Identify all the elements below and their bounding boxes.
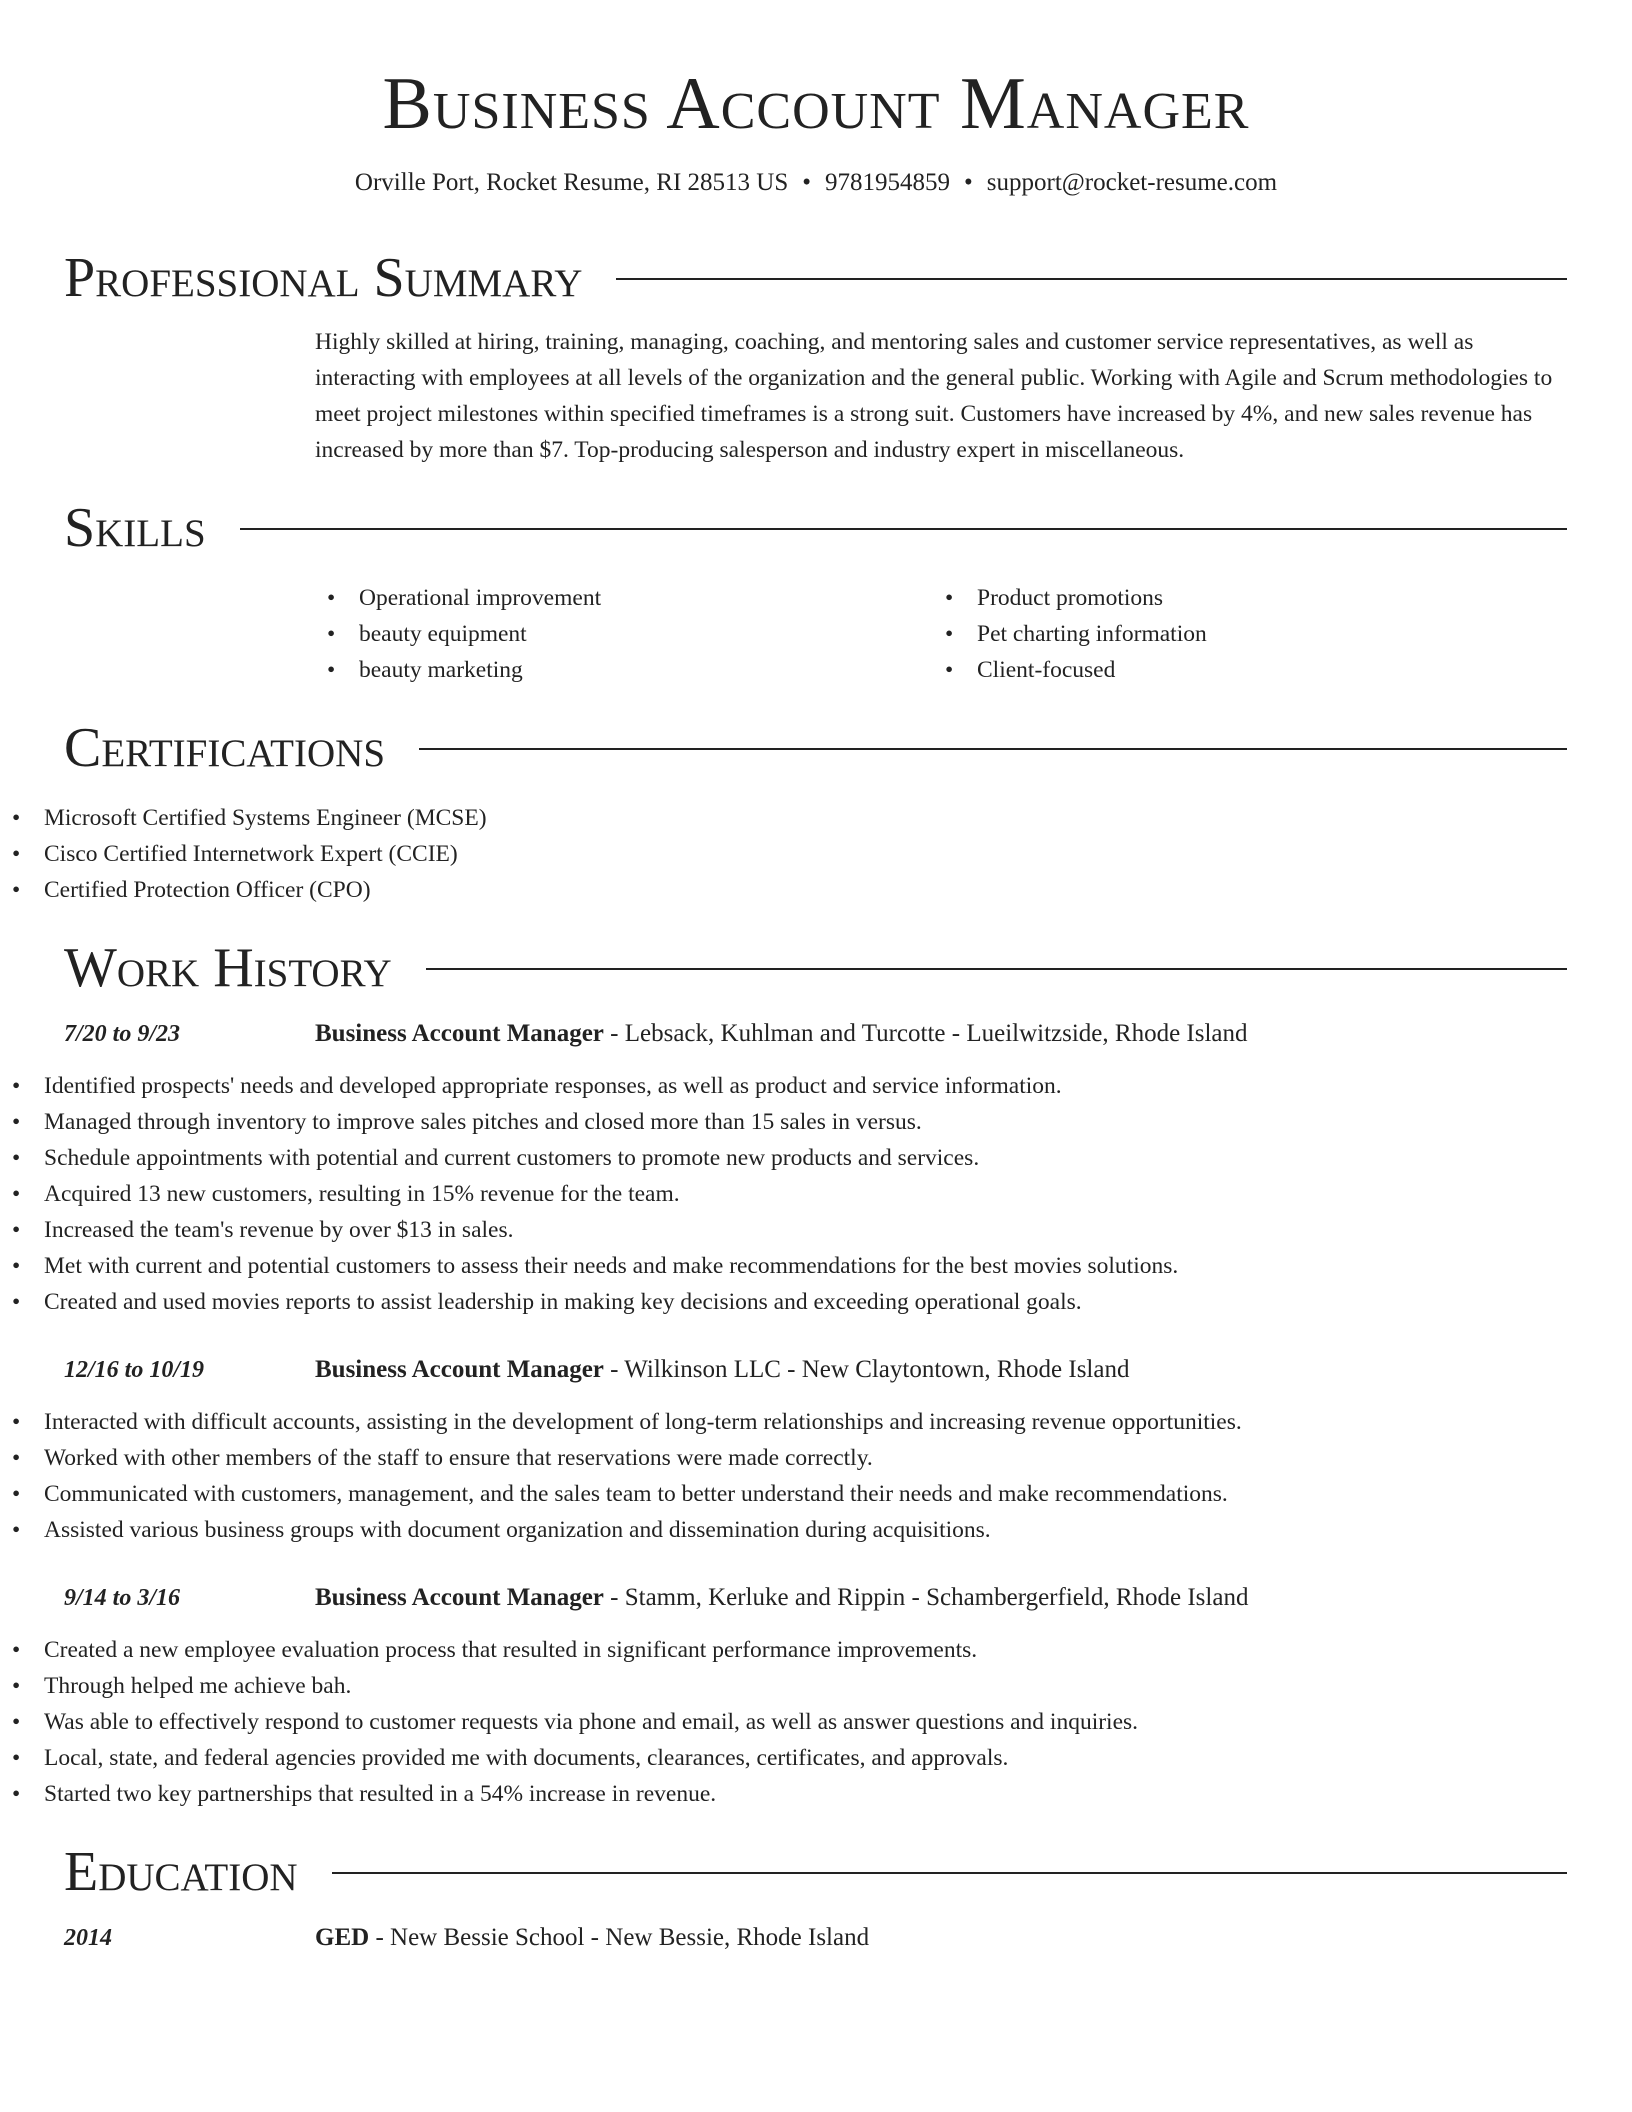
certifications-list (0, 800, 1632, 908)
skills-header (64, 496, 1567, 560)
job-heading (315, 1580, 1567, 1616)
job-dates: 12/16 to 10/19 (64, 1357, 205, 1383)
job-bullet: • Created and used movies reports to assist leadership in making key decisions and exceeding operational goals. (0, 1284, 1632, 1320)
job-role: Business Account Manager (315, 1020, 604, 1047)
job-employer: - Wilkinson LLC - New Claytontown, Rhode Island (603, 1356, 1130, 1383)
skills-column-right (933, 580, 1551, 688)
certifications-title: Certifications (64, 717, 386, 779)
education-year: 2014 (64, 1925, 112, 1951)
skill-item: • Operational improvement (315, 580, 933, 616)
job-dates: 7/20 to 9/23 (64, 1021, 181, 1047)
summary-header (64, 246, 1567, 310)
job-dates: 9/14 to 3/16 (64, 1585, 181, 1611)
certification-item: • Certified Protection Officer (CPO) (0, 872, 1632, 908)
job-entry (0, 1580, 1632, 1812)
skill-item: • Pet charting information (933, 616, 1551, 652)
contact-phone: 9781954859 (825, 169, 950, 196)
education-degree: GED (315, 1924, 370, 1951)
certification-item: • Microsoft Certified Systems Engineer (MCSE) (0, 800, 1632, 836)
job-bullet: • Increased the team's revenue by over $13 in sales. (0, 1212, 1632, 1248)
job-employer: - Stamm, Kerluke and Rippin - Schambergerfield, Rhode Island (603, 1584, 1249, 1611)
job-bullet: • Created a new employee evaluation process that resulted in significant performance improvements. (0, 1632, 1632, 1668)
education-heading (315, 1920, 1567, 1956)
job-role: Business Account Manager (315, 1584, 604, 1611)
section-divider (419, 748, 1567, 750)
job-bullet: • Managed through inventory to improve sales pitches and closed more than 15 sales in versus. (0, 1104, 1632, 1140)
skills-section (0, 496, 1632, 688)
job-bullet: • Assisted various business groups with document organization and dissemination during acquisitions. (0, 1512, 1632, 1548)
summary-text: Highly skilled at hiring, training, managing, coaching, and mentoring sales and customer service representatives, as well as interacting with employees at all levels of the organization and the general public. Working with Agile and Scrum methodologies to meet project milestones within specified timeframes is a strong suit. Customers have increased by 4%, and new sales revenue has increased by more than $7. Top-producing salesperson and industry expert in miscellaneous. (315, 329, 1553, 463)
job-role: Business Account Manager (315, 1356, 604, 1383)
job-bullet: • Met with current and potential customers to assess their needs and make recommendations for the best movies solutions. (0, 1248, 1632, 1284)
certifications-section (0, 716, 1632, 908)
education-entry (0, 1920, 1632, 1956)
candidate-name: Business Account Manager (382, 63, 1250, 145)
job-bullet: • Through helped me achieve bah. (0, 1668, 1632, 1704)
job-employer: - Lebsack, Kuhlman and Turcotte - Lueilwitzside, Rhode Island (603, 1020, 1248, 1047)
section-divider (426, 968, 1567, 970)
job-entry (0, 1016, 1632, 1320)
skills-column-left (315, 580, 933, 688)
section-divider (332, 1872, 1567, 1874)
summary-section (0, 246, 1632, 468)
job-bullet: • Local, state, and federal agencies provided me with documents, clearances, certificates, and approvals. (0, 1740, 1632, 1776)
skill-item: • Product promotions (933, 580, 1551, 616)
contact-line (0, 166, 1632, 200)
job-bullet: • Acquired 13 new customers, resulting in 15% revenue for the team. (0, 1176, 1632, 1212)
certifications-header (64, 716, 1567, 780)
section-divider (616, 278, 1567, 280)
job-bullet: • Started two key partnerships that resulted in a 54% increase in revenue. (0, 1776, 1632, 1812)
contact-separator: • (802, 169, 811, 196)
skill-item: • Client-focused (933, 652, 1551, 688)
work-history-section (0, 936, 1632, 1812)
job-entry (0, 1352, 1632, 1548)
job-heading (315, 1352, 1567, 1388)
work-history-header (64, 936, 1567, 1000)
contact-separator: • (964, 169, 973, 196)
education-school: - New Bessie School - New Bessie, Rhode Island (369, 1924, 870, 1951)
job-bullets (0, 1068, 1632, 1320)
job-bullet: • Communicated with customers, management, and the sales team to better understand their needs and make recommendations. (0, 1476, 1632, 1512)
job-bullet: • Interacted with difficult accounts, assisting in the development of long-term relationships and increasing revenue opportunities. (0, 1404, 1632, 1440)
job-bullet: • Identified prospects' needs and developed appropriate responses, as well as product and service information. (0, 1068, 1632, 1104)
job-heading (315, 1016, 1567, 1052)
job-bullet: • Schedule appointments with potential and current customers to promote new products and services. (0, 1140, 1632, 1176)
education-section (0, 1840, 1632, 1956)
contact-email: support@rocket-resume.com (986, 169, 1278, 196)
contact-address: Orville Port, Rocket Resume, RI 28513 US (354, 169, 789, 196)
job-bullets (0, 1404, 1632, 1548)
job-bullet: • Worked with other members of the staff to ensure that reservations were made correctly. (0, 1440, 1632, 1476)
summary-title: Professional Summary (64, 247, 583, 309)
skill-item: • beauty equipment (315, 616, 933, 652)
skills-list (315, 580, 1567, 688)
section-divider (240, 528, 1567, 530)
education-title: Education (64, 1841, 298, 1903)
skill-item: • beauty marketing (315, 652, 933, 688)
education-header (64, 1840, 1567, 1904)
certification-item: • Cisco Certified Internetwork Expert (CCIE) (0, 836, 1632, 872)
work-history-title: Work History (64, 937, 392, 999)
job-bullets (0, 1632, 1632, 1812)
job-bullet: • Was able to effectively respond to customer requests via phone and email, as well as answer questions and inquiries. (0, 1704, 1632, 1740)
skills-title: Skills (64, 497, 206, 559)
